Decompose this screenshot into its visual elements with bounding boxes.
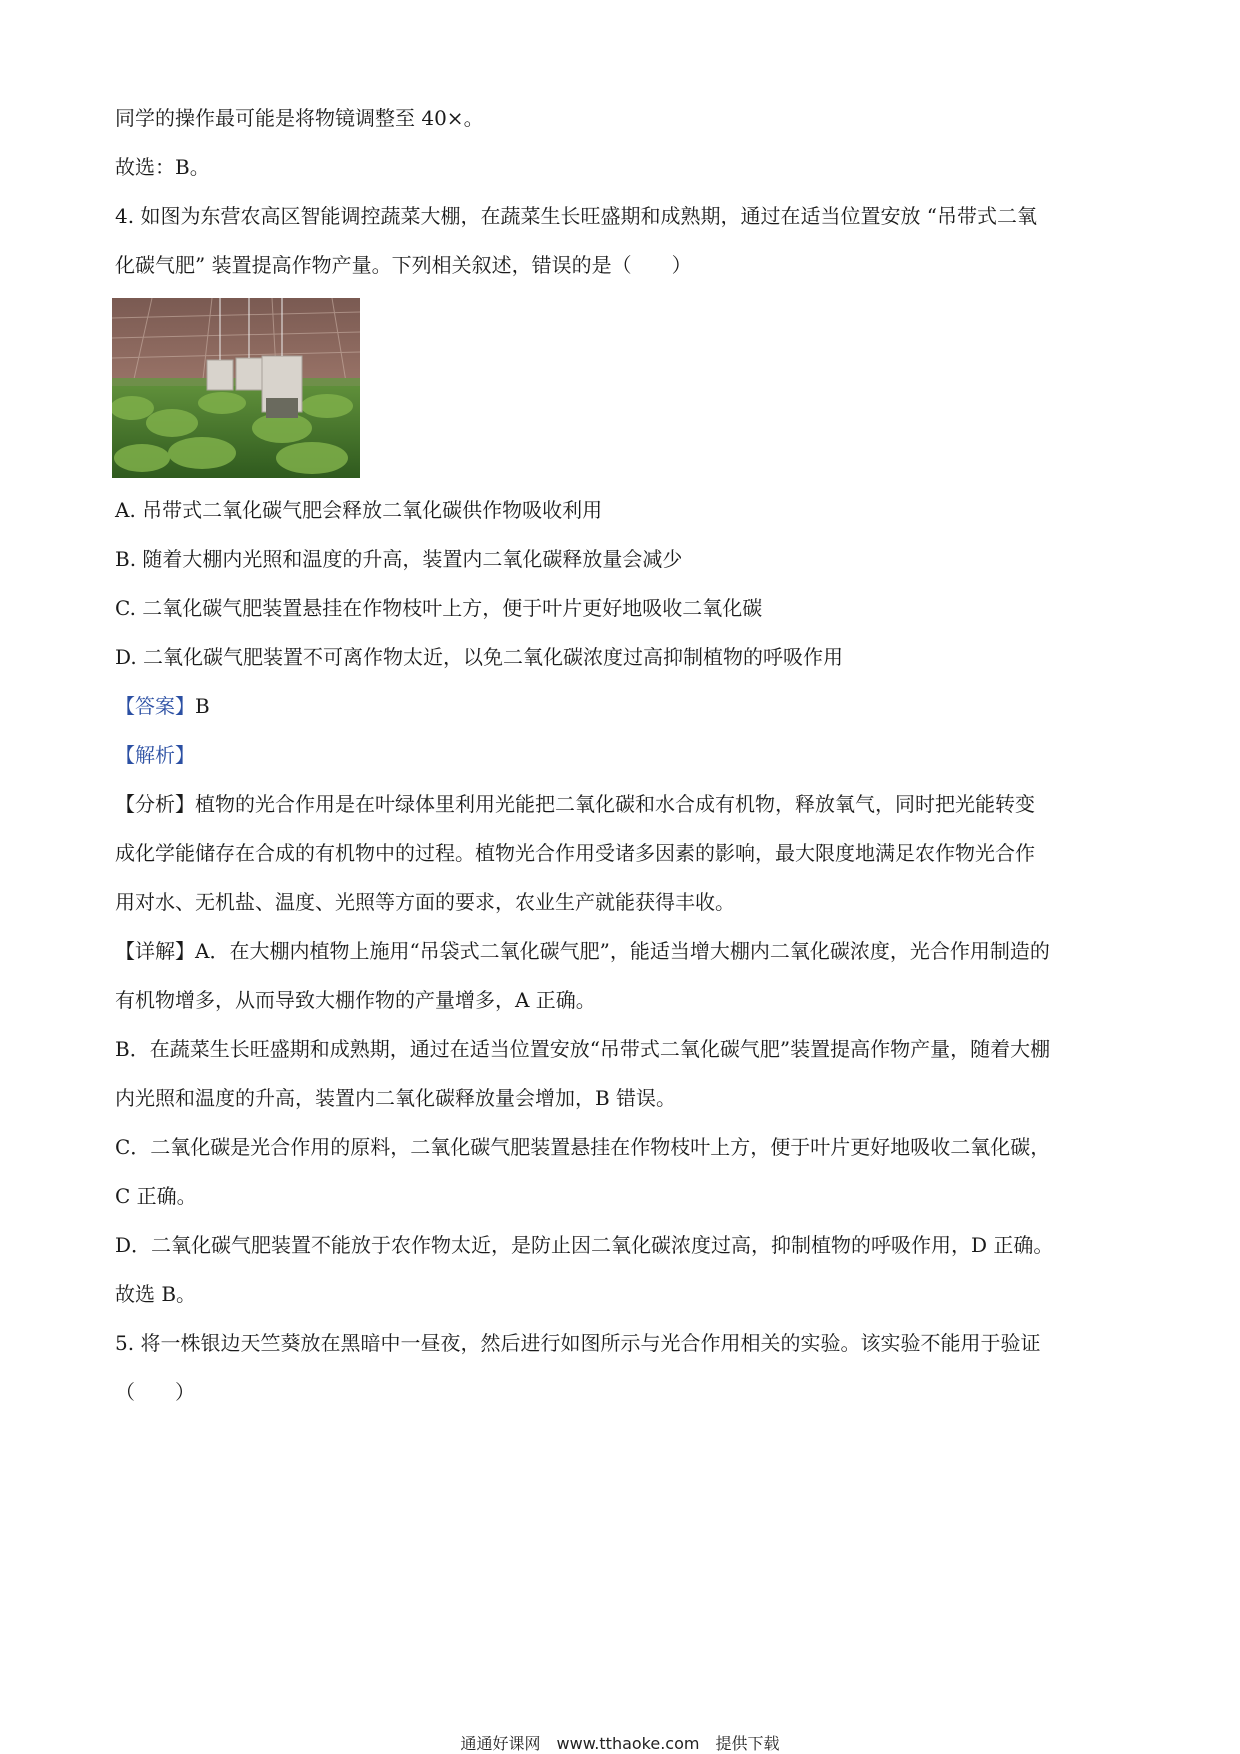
detail-line: C 正确。	[115, 1184, 197, 1208]
detail-line: D．二氧化碳气肥装置不能放于农作物太近，是防止因二氧化碳浓度过高，抑制植物的呼吸作用，D 正确。	[115, 1233, 1054, 1257]
detail-conclusion: 故选 B。	[115, 1282, 197, 1306]
fenxi-label: 【分析】	[115, 792, 195, 816]
xiangjie-label: 【详解】	[115, 939, 195, 963]
question-5-stem: 5. 将一株银边天竺葵放在黑暗中一昼夜，然后进行如图所示与光合作用相关的实验。该实验不能用于验证	[115, 1331, 1041, 1355]
analysis-label: 【解析】	[115, 743, 195, 767]
option-d: D. 二氧化碳气肥装置不可离作物太近，以免二氧化碳浓度过高抑制植物的呼吸作用	[115, 645, 844, 669]
text-line: 同学的操作最可能是将物镜调整至 40×。	[115, 106, 484, 130]
greenhouse-photo	[112, 298, 360, 478]
detail-line	[115, 937, 1050, 965]
option-c: C. 二氧化碳气肥装置悬挂在作物枝叶上方，便于叶片更好地吸收二氧化碳	[115, 596, 763, 620]
detail-line: C．二氧化碳是光合作用的原料，二氧化碳气肥装置悬挂在作物枝叶上方，便于叶片更好地吸收二氧化碳，	[115, 1135, 1051, 1159]
analysis-paragraph-line	[115, 790, 1035, 818]
analysis-heading	[115, 741, 195, 769]
text-line: 故选：B。	[115, 155, 210, 179]
answer-line	[115, 692, 210, 720]
detail-line: B．在蔬菜生长旺盛期和成熟期，通过在适当位置安放“吊带式二氧化碳气肥”装置提高作物产量，随着大棚	[115, 1037, 1051, 1061]
analysis-paragraph-line: 成化学能储存在合成的有机物中的过程。植物光合作用受诸多因素的影响，最大限度地满足农作物光合作	[115, 841, 1035, 865]
answer-label: 【答案】	[115, 694, 195, 718]
detail-line: 内光照和温度的升高，装置内二氧化碳释放量会增加，B 错误。	[115, 1086, 677, 1110]
answer-value: B	[195, 694, 210, 718]
fenxi-text: 植物的光合作用是在叶绿体里利用光能把二氧化碳和水合成有机物，释放氧气，同时把光能转变	[195, 792, 1035, 816]
question-4-stem: 4. 如图为东营农高区智能调控蔬菜大棚，在蔬菜生长旺盛期和成熟期，通过在适当位置安放 “吊带式二氧	[115, 204, 1038, 228]
option-a: A. 吊带式二氧化碳气肥会释放二氧化碳供作物吸收利用	[115, 498, 603, 522]
question-5-stem-cont: （ ）	[115, 1380, 195, 1404]
detail-line: 有机物增多，从而导致大棚作物的产量增多，A 正确。	[115, 988, 596, 1012]
option-b: B. 随着大棚内光照和温度的升高，装置内二氧化碳释放量会减少	[115, 547, 683, 571]
page-footer: 通通好课网 www.tthaoke.com 提供下载	[460, 1734, 780, 1753]
question-4-stem-cont: 化碳气肥” 装置提高作物产量。下列相关叙述，错误的是（ ）	[115, 253, 692, 277]
detail-a-text: A．在大棚内植物上施用“吊袋式二氧化碳气肥”，能适当增大棚内二氧化碳浓度，光合作用制造的	[195, 939, 1050, 963]
analysis-paragraph-line: 用对水、无机盐、温度、光照等方面的要求，农业生产就能获得丰收。	[115, 890, 735, 914]
